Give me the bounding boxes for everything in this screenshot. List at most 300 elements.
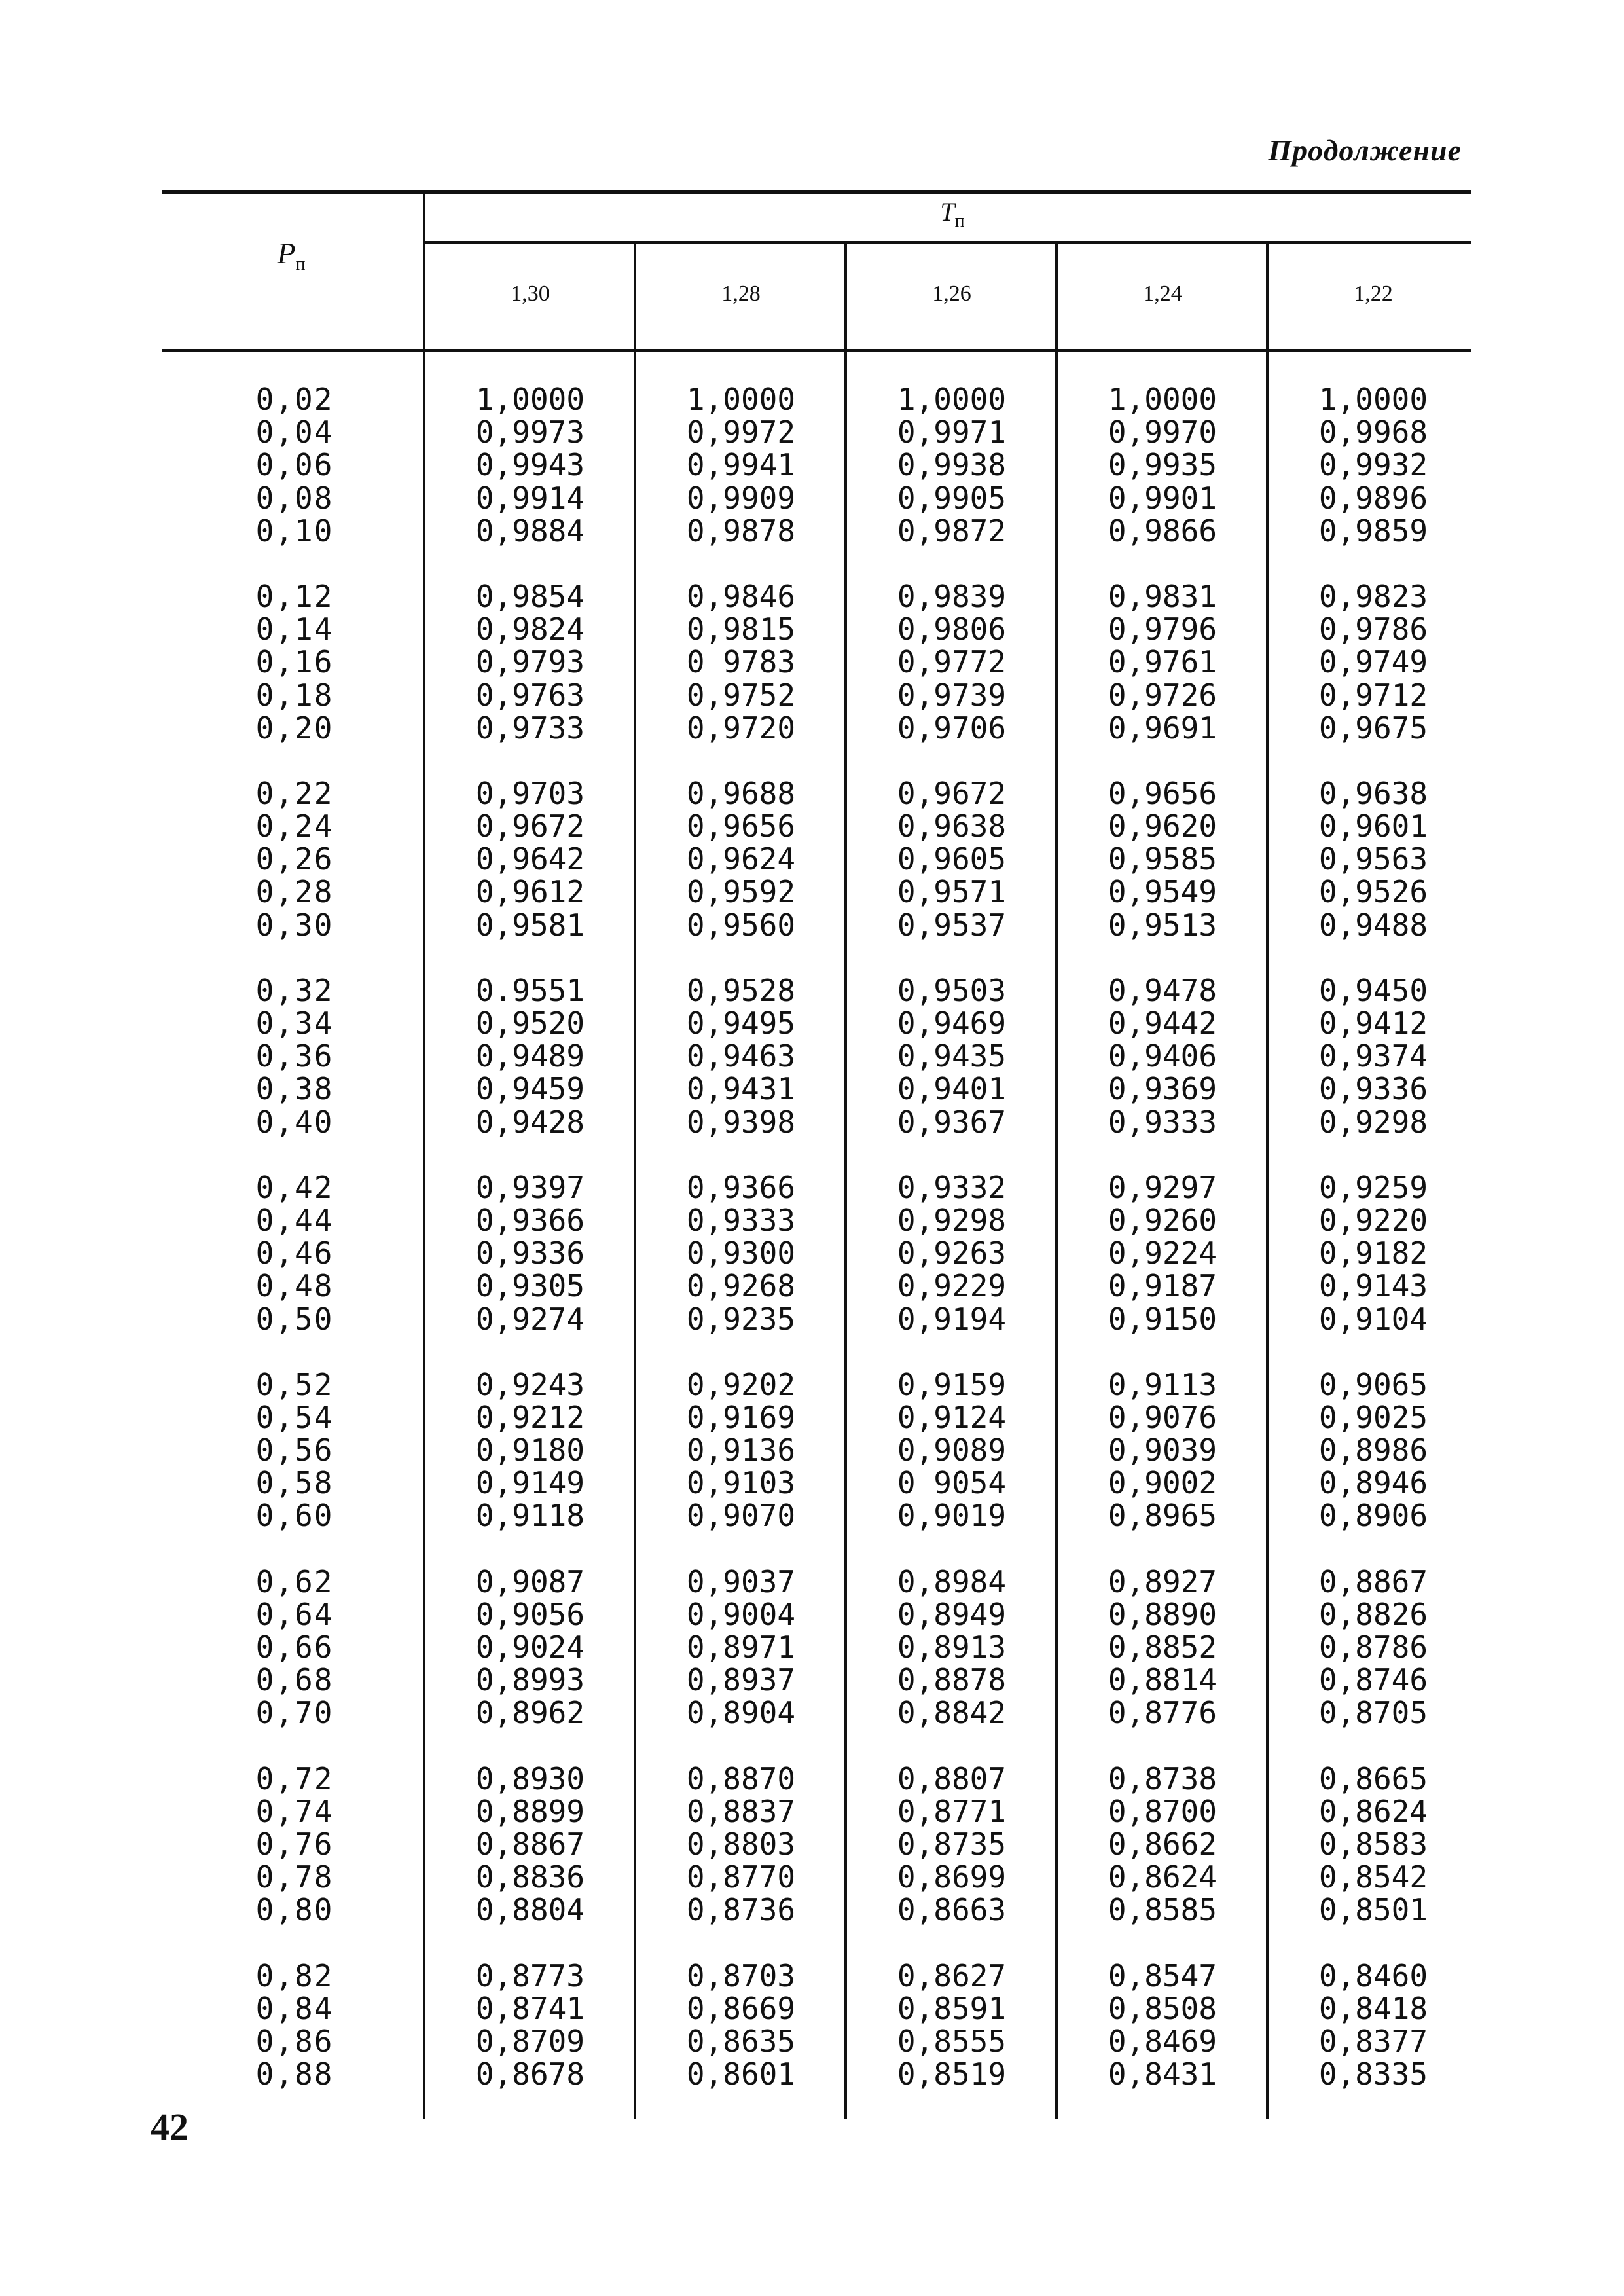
z-value-cell: 0,9469 <box>897 1006 1007 1041</box>
z-value-cell: 0,8662 <box>1108 1826 1218 1862</box>
z-value-cell: 0,8665 <box>1318 1760 1428 1796</box>
row-group <box>196 580 393 744</box>
z-value-cell: 0,9761 <box>1108 644 1218 680</box>
z-value-cell: 0,9688 <box>686 775 796 811</box>
z-value-cell: 0,9642 <box>475 841 585 877</box>
p-column <box>196 383 393 2123</box>
z-value-cell: 0,8986 <box>1318 1432 1428 1468</box>
z-value-cell: 0,9367 <box>897 1104 1007 1140</box>
row-group <box>425 1368 635 1533</box>
row-header-symbol: P <box>277 236 296 270</box>
z-value-cell: 0,8803 <box>686 1826 796 1862</box>
z-value-cell: 0,8542 <box>1318 1859 1428 1895</box>
z-value-cell: 0,8678 <box>475 2056 585 2092</box>
z-value-cell: 0,9463 <box>686 1038 796 1074</box>
z-value-cell: 0,9260 <box>1108 1202 1218 1238</box>
z-value-cell: 0,9884 <box>475 513 585 549</box>
z-value-cell: 0,9428 <box>475 1104 585 1140</box>
z-value-cell: 0,9831 <box>1108 578 1218 614</box>
z-value-cell: 0,9220 <box>1318 1202 1428 1238</box>
z-value-cell: 0,9442 <box>1108 1006 1218 1041</box>
row-group <box>425 580 635 744</box>
z-value-cell: 0,9412 <box>1318 1006 1428 1041</box>
p-value-cell: 0,62 <box>255 1563 334 1599</box>
p-value-cell: 0,78 <box>255 1859 334 1895</box>
z-value-cell: 0,9624 <box>686 841 796 877</box>
row-group <box>1269 1565 1478 1730</box>
z-value-cell: 0,9905 <box>897 480 1007 516</box>
row-group <box>1269 1762 1478 1927</box>
z-value-cell: 0,9656 <box>686 809 796 845</box>
z-value-cell: 1,0000 <box>1108 382 1218 417</box>
p-value-cell: 0,16 <box>255 644 334 680</box>
z-value-cell: 0,9656 <box>1108 775 1218 811</box>
z-value-cell: 0,9691 <box>1108 710 1218 746</box>
p-value-cell: 0,48 <box>255 1268 334 1304</box>
z-value-cell: 0,9459 <box>475 1071 585 1107</box>
z-value-cell: 0,9772 <box>897 644 1007 680</box>
z-value-cell: 0,8699 <box>897 1859 1007 1895</box>
z-value-cell: 0,9839 <box>897 578 1007 614</box>
z-value-cell: 0,9970 <box>1108 414 1218 450</box>
z-value-cell: 0,9369 <box>1108 1071 1218 1107</box>
z-value-cell: 0,9859 <box>1318 513 1428 549</box>
z-value-cell: 0,9824 <box>475 611 585 647</box>
z-value-cell: 0,8971 <box>686 1630 796 1665</box>
z-value-cell: 0,9495 <box>686 1006 796 1041</box>
z-value-cell: 0,9136 <box>686 1432 796 1468</box>
row-group <box>636 1565 846 1730</box>
z-value-cell: 0,9749 <box>1318 644 1428 680</box>
row-group <box>636 1762 846 1927</box>
z-value-cell: 0,9025 <box>1318 1399 1428 1435</box>
z-value-cell: 0,9909 <box>686 480 796 516</box>
z-value-cell: 0,9065 <box>1318 1366 1428 1402</box>
z-value-cell: 0,9489 <box>475 1038 585 1074</box>
p-value-cell: 0,50 <box>255 1301 334 1337</box>
z-value-cell: 0,8585 <box>1108 1892 1218 1928</box>
row-group <box>847 1171 1056 1336</box>
value-column-1-30 <box>425 383 635 2123</box>
z-value-cell: 0,9712 <box>1318 677 1428 713</box>
z-value-cell: 0,9571 <box>897 874 1007 910</box>
z-value-cell: 0,9846 <box>686 578 796 614</box>
z-value-cell: 0,9333 <box>686 1202 796 1238</box>
z-value-cell: 0,9398 <box>686 1104 796 1140</box>
column-header-3: 1,26 <box>932 282 971 306</box>
row-group <box>636 580 846 744</box>
row-group <box>636 1959 846 2091</box>
z-value-cell: 0,8709 <box>475 2023 585 2059</box>
z-value-cell: 0,9620 <box>1108 809 1218 845</box>
row-group <box>425 383 635 547</box>
z-value-cell: 0,9878 <box>686 513 796 549</box>
z-value-cell: 0,8842 <box>897 1695 1007 1731</box>
row-group <box>847 1368 1056 1533</box>
z-value-cell: 0,9823 <box>1318 578 1428 614</box>
row-group <box>847 1762 1056 1927</box>
p-value-cell: 0,56 <box>255 1432 334 1468</box>
z-value-cell: 0,9374 <box>1318 1038 1428 1074</box>
z-value-cell: 0,9259 <box>1318 1169 1428 1205</box>
z-value-cell: 0,8555 <box>897 2023 1007 2059</box>
z-value-cell: 0,9526 <box>1318 874 1428 910</box>
z-value-cell: 0,9268 <box>686 1268 796 1304</box>
row-group <box>1269 974 1478 1139</box>
p-value-cell: 0,04 <box>255 414 334 450</box>
z-value-cell: 0,8906 <box>1318 1498 1428 1534</box>
z-value-cell: 0,9212 <box>475 1399 585 1435</box>
row-group <box>636 974 846 1139</box>
p-value-cell: 0,72 <box>255 1760 334 1796</box>
z-value-cell: 0,8904 <box>686 1695 796 1731</box>
z-value-cell: 0,9872 <box>897 513 1007 549</box>
z-value-cell: 0,9087 <box>475 1563 585 1599</box>
z-value-cell: 0,9431 <box>686 1071 796 1107</box>
z-value-cell: 0,8501 <box>1318 1892 1428 1928</box>
z-value-cell: 0,8601 <box>686 2056 796 2092</box>
p-value-cell: 0,80 <box>255 1892 334 1928</box>
value-column-1-28 <box>636 383 846 2123</box>
z-value-cell: 0,8771 <box>897 1793 1007 1829</box>
z-value-cell: 0,8927 <box>1108 1563 1218 1599</box>
row-group <box>196 974 393 1139</box>
z-value-cell: 0,8804 <box>475 1892 585 1928</box>
z-value-cell: 0,9397 <box>475 1169 585 1205</box>
z-value-cell: 0,9549 <box>1108 874 1218 910</box>
z-value-cell: 0,8770 <box>686 1859 796 1895</box>
row-group <box>196 1171 393 1336</box>
z-value-cell: 0,9019 <box>897 1498 1007 1534</box>
z-value-cell: 0,8547 <box>1108 1958 1218 1994</box>
z-value-cell: 0,9180 <box>475 1432 585 1468</box>
z-value-cell: 0,9332 <box>897 1169 1007 1205</box>
table-top-rule <box>162 190 1471 194</box>
row-header-p <box>164 236 419 275</box>
z-value-cell: 0,9333 <box>1108 1104 1218 1140</box>
z-value-cell: 0,9118 <box>475 1498 585 1534</box>
z-value-cell: 0,8431 <box>1108 2056 1218 2092</box>
row-group <box>196 777 393 941</box>
z-value-cell: 0,8418 <box>1318 1990 1428 2026</box>
row-group <box>847 580 1056 744</box>
z-value-cell: 0,9585 <box>1108 841 1218 877</box>
header-bottom-rule <box>162 349 1471 352</box>
z-value-cell: 0,9229 <box>897 1268 1007 1304</box>
z-value-cell: 0,9914 <box>475 480 585 516</box>
row-group <box>196 1565 393 1730</box>
z-value-cell: 0,9503 <box>897 972 1007 1008</box>
p-value-cell: 0,64 <box>255 1596 334 1632</box>
z-value-cell: 0,9592 <box>686 874 796 910</box>
column-header-4: 1,24 <box>1143 282 1182 306</box>
z-value-cell: 0,9733 <box>475 710 585 746</box>
z-value-cell: 0,8469 <box>1108 2023 1218 2059</box>
z-value-cell: 0,9720 <box>686 710 796 746</box>
z-value-cell: 0,9263 <box>897 1235 1007 1271</box>
z-value-cell: 0,9938 <box>897 447 1007 483</box>
z-value-cell: 0,9004 <box>686 1596 796 1632</box>
column-header-5: 1,22 <box>1354 282 1393 306</box>
p-value-cell: 0,06 <box>255 447 334 483</box>
z-value-cell: 0,9076 <box>1108 1399 1218 1435</box>
z-value-cell: 0,9488 <box>1318 907 1428 943</box>
z-value-cell: 0,9932 <box>1318 447 1428 483</box>
p-value-cell: 0,34 <box>255 1006 334 1041</box>
p-value-cell: 0,74 <box>255 1793 334 1829</box>
z-value-cell: 0,9815 <box>686 611 796 647</box>
z-value-cell: 0,8826 <box>1318 1596 1428 1632</box>
z-value-cell: 0,9169 <box>686 1399 796 1435</box>
z-value-cell: 0,9103 <box>686 1465 796 1501</box>
z-value-cell: 0,9513 <box>1108 907 1218 943</box>
row-group <box>425 1762 635 1927</box>
z-value-cell: 0,9104 <box>1318 1301 1428 1337</box>
z-value-cell: 0,8913 <box>897 1630 1007 1665</box>
row-group <box>636 1171 846 1336</box>
z-value-cell: 0,8807 <box>897 1760 1007 1796</box>
row-group <box>425 1565 635 1730</box>
z-value-cell: 0,8519 <box>897 2056 1007 2092</box>
column-header-1: 1,30 <box>511 282 550 306</box>
z-value-cell: 0,9581 <box>475 907 585 943</box>
column-header-2: 1,28 <box>721 282 761 306</box>
z-value-cell: 0,8705 <box>1318 1695 1428 1731</box>
z-value-cell: 0,9070 <box>686 1498 796 1534</box>
z-value-cell: 0,9002 <box>1108 1465 1218 1501</box>
row-group <box>1269 1171 1478 1336</box>
z-value-cell: 0,9806 <box>897 611 1007 647</box>
p-value-cell: 0,10 <box>255 513 334 549</box>
z-value-cell: 0,9366 <box>475 1202 585 1238</box>
z-value-cell: 0 9783 <box>686 644 796 680</box>
column-group-subscript: п <box>954 211 965 231</box>
p-value-cell: 0,68 <box>255 1662 334 1698</box>
z-value-cell: 0,9243 <box>475 1366 585 1402</box>
z-value-cell: 0 9054 <box>897 1465 1007 1501</box>
p-value-cell: 0,82 <box>255 1958 334 1994</box>
continued-label: Продолжение <box>1268 134 1462 167</box>
p-value-cell: 0,28 <box>255 874 334 910</box>
z-value-cell: 0,9706 <box>897 710 1007 746</box>
z-value-cell: 0,9235 <box>686 1301 796 1337</box>
z-value-cell: 1,0000 <box>686 382 796 417</box>
z-value-cell: 0,9941 <box>686 447 796 483</box>
z-value-cell: 0,9972 <box>686 414 796 450</box>
z-value-cell: 0,8836 <box>475 1859 585 1895</box>
z-value-cell: 0,9968 <box>1318 414 1428 450</box>
z-value-cell: 0,9796 <box>1108 611 1218 647</box>
z-value-cell: 0,9037 <box>686 1563 796 1599</box>
z-value-cell: 0,8627 <box>897 1958 1007 1994</box>
z-value-cell: 0,8624 <box>1318 1793 1428 1829</box>
z-value-cell: 0,8776 <box>1108 1695 1218 1731</box>
z-value-cell: 0,9297 <box>1108 1169 1218 1205</box>
z-value-cell: 0,9786 <box>1318 611 1428 647</box>
z-value-cell: 0,8377 <box>1318 2023 1428 2059</box>
p-value-cell: 0,76 <box>255 1826 334 1862</box>
z-value-cell: 0,9450 <box>1318 972 1428 1008</box>
value-column-1-22 <box>1269 383 1478 2123</box>
p-value-cell: 0,70 <box>255 1695 334 1731</box>
p-value-cell: 0,46 <box>255 1235 334 1271</box>
row-group <box>1058 974 1267 1139</box>
z-value-cell: 0,9298 <box>1318 1104 1428 1140</box>
row-group <box>196 1959 393 2091</box>
z-value-cell: 0.9551 <box>475 972 585 1008</box>
p-value-cell: 0,30 <box>255 907 334 943</box>
z-value-cell: 0,9896 <box>1318 480 1428 516</box>
z-value-cell: 0,9638 <box>1318 775 1428 811</box>
z-value-cell: 0,9537 <box>897 907 1007 943</box>
p-value-cell: 0,12 <box>255 578 334 614</box>
z-value-cell: 0,9935 <box>1108 447 1218 483</box>
p-value-cell: 0,14 <box>255 611 334 647</box>
z-value-cell: 0,8870 <box>686 1760 796 1796</box>
p-value-cell: 0,86 <box>255 2023 334 2059</box>
row-group <box>1058 1959 1267 2091</box>
z-value-cell: 0,9866 <box>1108 513 1218 549</box>
z-value-cell: 0,8949 <box>897 1596 1007 1632</box>
z-value-cell: 0,9520 <box>475 1006 585 1041</box>
z-value-cell: 0,8746 <box>1318 1662 1428 1698</box>
z-value-cell: 0,9703 <box>475 775 585 811</box>
row-group <box>1269 777 1478 941</box>
z-value-cell: 0,9793 <box>475 644 585 680</box>
z-value-cell: 0,9366 <box>686 1169 796 1205</box>
z-value-cell: 0,9039 <box>1108 1432 1218 1468</box>
z-value-cell: 0,8591 <box>897 1990 1007 2026</box>
z-value-cell: 0,9435 <box>897 1038 1007 1074</box>
z-value-cell: 0,9182 <box>1318 1235 1428 1271</box>
z-value-cell: 0,8773 <box>475 1958 585 1994</box>
row-group <box>636 1368 846 1533</box>
p-value-cell: 0,20 <box>255 710 334 746</box>
z-value-cell: 0,9150 <box>1108 1301 1218 1337</box>
column-group-symbol: T <box>940 197 955 227</box>
z-value-cell: 0,9024 <box>475 1630 585 1665</box>
z-value-cell: 0,9560 <box>686 907 796 943</box>
row-group <box>1269 383 1478 547</box>
z-value-cell: 0,8624 <box>1108 1859 1218 1895</box>
z-value-cell: 0,9124 <box>897 1399 1007 1435</box>
p-value-cell: 0,52 <box>255 1366 334 1402</box>
z-value-cell: 0,8867 <box>475 1826 585 1862</box>
z-value-cell: 0,8700 <box>1108 1793 1218 1829</box>
p-value-cell: 0,40 <box>255 1104 334 1140</box>
z-value-cell: 0,9336 <box>475 1235 585 1271</box>
z-value-cell: 0,8890 <box>1108 1596 1218 1632</box>
row-group <box>1269 1368 1478 1533</box>
z-value-cell: 0,9336 <box>1318 1071 1428 1107</box>
page-number: 42 <box>151 2105 189 2148</box>
z-value-cell: 1,0000 <box>475 382 585 417</box>
z-value-cell: 0,9224 <box>1108 1235 1218 1271</box>
z-value-cell: 0,8736 <box>686 1892 796 1928</box>
row-group <box>196 1762 393 1927</box>
row-group <box>636 383 846 547</box>
z-value-cell: 0,9672 <box>475 809 585 845</box>
z-value-cell: 1,0000 <box>897 382 1007 417</box>
z-value-cell: 0,9943 <box>475 447 585 483</box>
p-value-cell: 0,54 <box>255 1399 334 1435</box>
z-value-cell: 0,9089 <box>897 1432 1007 1468</box>
z-value-cell: 0,8635 <box>686 2023 796 2059</box>
row-group <box>196 1368 393 1533</box>
z-value-cell: 0,9971 <box>897 414 1007 450</box>
z-value-cell: 0,9113 <box>1108 1366 1218 1402</box>
z-value-cell: 0,9274 <box>475 1301 585 1337</box>
row-group <box>636 777 846 941</box>
z-value-cell: 0,9149 <box>475 1465 585 1501</box>
z-value-cell: 0,8669 <box>686 1990 796 2026</box>
p-value-cell: 0,22 <box>255 775 334 811</box>
z-value-cell: 0,8735 <box>897 1826 1007 1862</box>
row-group <box>1058 580 1267 744</box>
z-value-cell: 0,8946 <box>1318 1465 1428 1501</box>
z-value-cell: 0,9726 <box>1108 677 1218 713</box>
p-value-cell: 0,66 <box>255 1630 334 1665</box>
p-value-cell: 0,08 <box>255 480 334 516</box>
z-value-cell: 0,9159 <box>897 1366 1007 1402</box>
z-value-cell: 0,9187 <box>1108 1268 1218 1304</box>
value-column-1-26 <box>847 383 1056 2123</box>
z-value-cell: 0,8663 <box>897 1892 1007 1928</box>
z-value-cell: 0,8878 <box>897 1662 1007 1698</box>
row-header-subscript: п <box>295 254 306 275</box>
column-group-rule <box>424 241 1471 244</box>
z-value-cell: 0,9194 <box>897 1301 1007 1337</box>
z-value-cell: 0,9401 <box>897 1071 1007 1107</box>
z-value-cell: 0,9528 <box>686 972 796 1008</box>
p-value-cell: 0,58 <box>255 1465 334 1501</box>
z-value-cell: 0,8852 <box>1108 1630 1218 1665</box>
row-group <box>1058 1171 1267 1336</box>
row-group <box>1058 777 1267 941</box>
z-value-cell: 0,9638 <box>897 809 1007 845</box>
row-group <box>425 777 635 941</box>
z-value-cell: 0,8962 <box>475 1695 585 1731</box>
p-value-cell: 0,88 <box>255 2056 334 2092</box>
p-value-cell: 0,26 <box>255 841 334 877</box>
z-value-cell: 0,8984 <box>897 1563 1007 1599</box>
z-value-cell: 0,9202 <box>686 1366 796 1402</box>
p-value-cell: 0,18 <box>255 677 334 713</box>
p-value-cell: 0,38 <box>255 1071 334 1107</box>
z-value-cell: 0,9298 <box>897 1202 1007 1238</box>
p-value-cell: 0,60 <box>255 1498 334 1534</box>
p-value-cell: 0,02 <box>255 382 334 417</box>
row-group <box>425 1959 635 2091</box>
z-value-cell: 0,9143 <box>1318 1268 1428 1304</box>
row-group <box>1058 1565 1267 1730</box>
z-value-cell: 0,9305 <box>475 1268 585 1304</box>
p-value-cell: 0,84 <box>255 1990 334 2026</box>
z-value-cell: 0,8965 <box>1108 1498 1218 1534</box>
row-group <box>1058 1368 1267 1533</box>
z-value-cell: 0,9605 <box>897 841 1007 877</box>
p-value-cell: 0,32 <box>255 972 334 1008</box>
z-value-cell: 0,8335 <box>1318 2056 1428 2092</box>
z-value-cell: 0,8583 <box>1318 1826 1428 1862</box>
p-value-cell: 0,24 <box>255 809 334 845</box>
z-value-cell: 0,9056 <box>475 1596 585 1632</box>
row-group <box>425 974 635 1139</box>
row-group <box>847 777 1056 941</box>
row-group <box>196 383 393 547</box>
row-group <box>1269 580 1478 744</box>
z-value-cell: 0,8703 <box>686 1958 796 1994</box>
